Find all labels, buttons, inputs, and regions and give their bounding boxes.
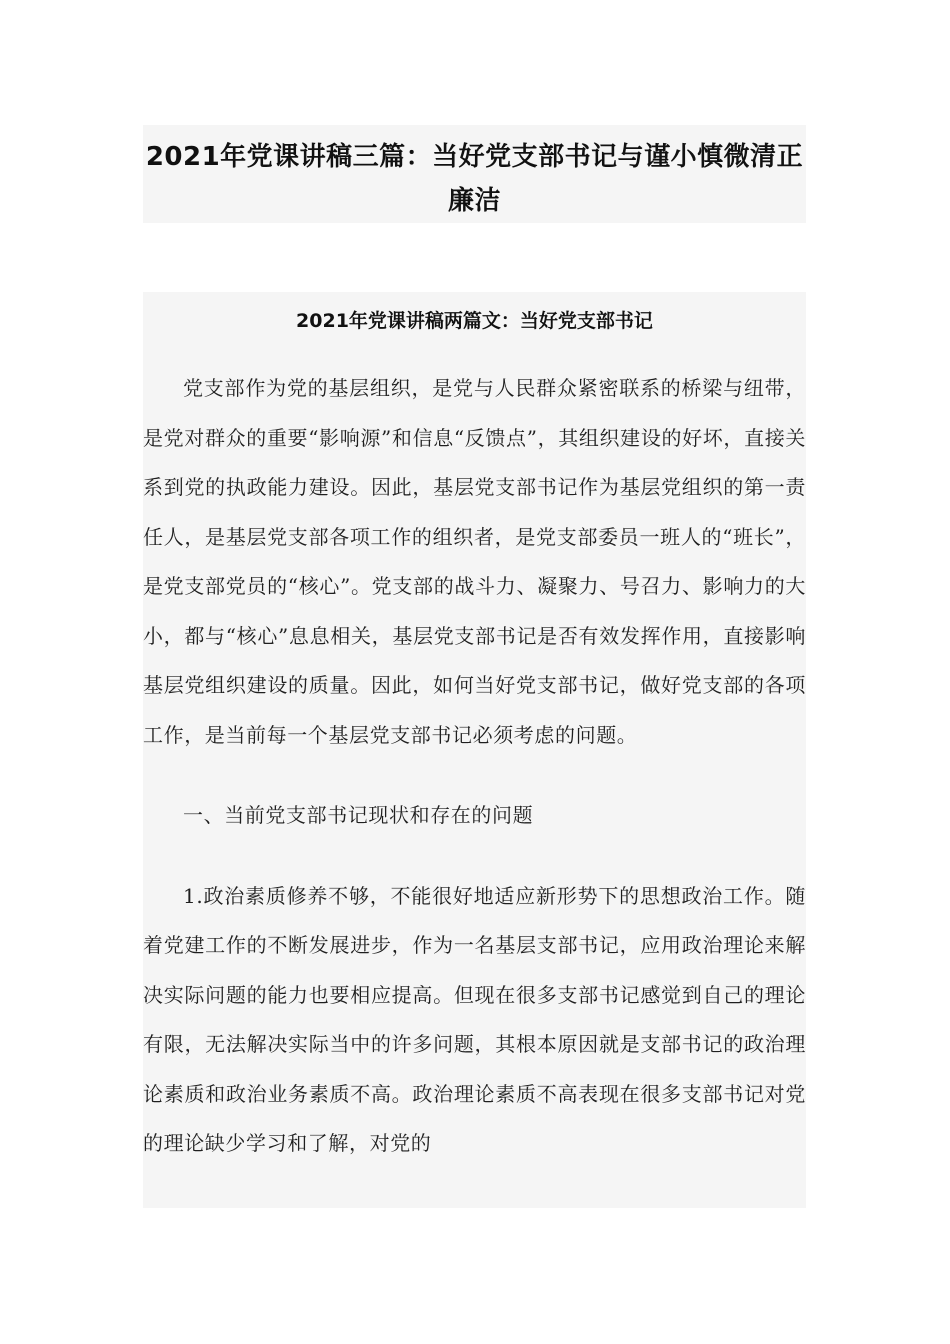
intro-paragraph: 党支部作为党的基层组织，是党与人民群众紧密联系的桥梁与纽带，是党对群众的重要“影响源”和信息“反馈点”，其组织建设的好坏，直接关系到党的执政能力建设。因此，基层党支部书记作为基层党组织的第一责任人，是基层党支部各项工作的组织者，是党支部委员一班人的“班长”，是党支部党员的“核心”。党支部的战斗力、凝聚力、号召力、影响力的大小，都与“核心”息息相关，基层党支部书记是否有效发挥作用，直接影响基层党组织建设的质量。因此，如何当好党支部书记，做好党支部的各项工作，是当前每一个基层党支部书记必须考虑的问题。 <box>143 376 806 747</box>
section-heading: 一、当前党支部书记现状和存在的问题 <box>183 803 534 827</box>
title-block <box>143 125 806 223</box>
document-subtitle: 2021年党课讲稿两篇文：当好党支部书记 <box>296 310 653 332</box>
content-block <box>143 292 806 1208</box>
document-title: 2021年党课讲稿三篇：当好党支部书记与谨小慎微清正廉洁 <box>145 142 804 216</box>
section-paragraph: 1.政治素质修养不够，不能很好地适应新形势下的思想政治工作。随着党建工作的不断发展进步，作为一名基层支部书记，应用政治理论来解决实际问题的能力也要相应提高。但现在很多支部书记感觉到自己的理论有限，无法解决实际当中的许多问题，其根本原因就是支部书记的政治理论素质和政治业务素质不高。政治理论素质不高表现在很多支部书记对党的理论缺少学习和了解，对党的 <box>143 883 806 1155</box>
